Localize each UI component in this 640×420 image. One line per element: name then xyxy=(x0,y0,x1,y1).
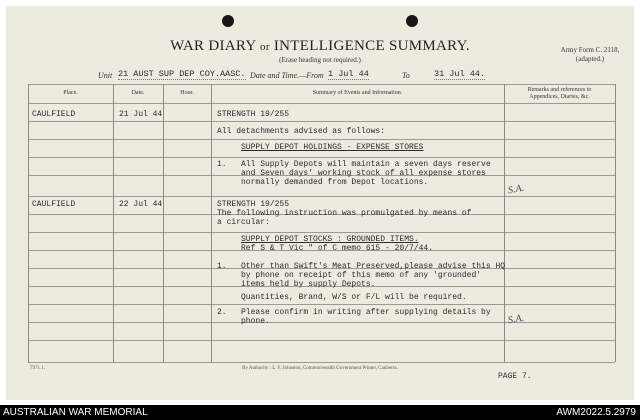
entry-text-line: Quantities, Brand, W/S or F/L will be required. xyxy=(241,293,467,302)
unit-value: 21 AUST SUP DEP COY.AASC. xyxy=(118,69,246,79)
title-or: or xyxy=(260,41,270,53)
entry-text-line: phone. xyxy=(241,317,270,326)
column-rule xyxy=(113,84,114,362)
entry-date: 21 Jul 44 xyxy=(119,110,163,119)
remarks-header-line2: Appendices, Diaries, &c. xyxy=(529,94,590,100)
page-number: PAGE 7. xyxy=(498,372,532,381)
table-border-top xyxy=(28,84,615,85)
date-to-label: To xyxy=(402,71,410,80)
column-header-date: Date. xyxy=(131,90,145,96)
entry-text-line: a circular: xyxy=(217,218,270,227)
table-header-rule xyxy=(28,103,615,104)
form-reference-number: Army Form C. 2118, xyxy=(560,46,620,54)
handwritten-initials: S.A. xyxy=(507,182,525,197)
row-rule xyxy=(28,304,615,305)
table-border-bottom xyxy=(28,362,615,363)
entry-text-line: normally demanded from Depot locations. xyxy=(241,178,429,187)
form-title xyxy=(0,38,640,55)
entry-item-number: 1. xyxy=(217,160,227,169)
remarks-header-line1: Remarks and references to xyxy=(527,87,592,93)
entry-place: CAULFIELD xyxy=(32,200,76,209)
archive-reference: AWM2022.5.2979 xyxy=(556,407,636,418)
entry-reference: Ref S & T Vic " of C memo 615 - 20/7/44. xyxy=(241,244,434,253)
archive-name: AUSTRALIAN WAR MEMORIAL xyxy=(3,407,148,418)
date-from-label: Date and Time.—From xyxy=(250,71,324,80)
row-rule xyxy=(28,157,615,158)
title-intelligence-summary: INTELLIGENCE SUMMARY. xyxy=(273,38,470,54)
column-header-hour: Hour. xyxy=(180,90,194,96)
row-rule xyxy=(28,340,615,341)
entry-strength: STRENGTH 19/255 xyxy=(217,110,290,119)
entry-text-line: Other than Swift's Meat Preserved,please advise this HQ xyxy=(241,262,506,271)
row-rule xyxy=(28,196,615,197)
entry-heading: SUPPLY DEPOT HOLDINGS - EXPENSE STORES xyxy=(241,143,424,152)
title-war-diary: WAR DIARY xyxy=(170,38,256,54)
column-rule xyxy=(163,84,164,362)
caption-bar xyxy=(0,405,640,420)
entry-text-line: and Seven days' working stock of all expense stores xyxy=(241,169,486,178)
entry-text-line: by phone on receipt of this memo of any 'grounded' xyxy=(241,271,482,280)
form-reference-adapted: (adapted.) xyxy=(575,55,605,63)
entry-date: 22 Jul 44 xyxy=(119,200,163,209)
entry-text-line: The following instruction was promulgated by means of xyxy=(217,209,472,218)
printer-code: 7971.1. xyxy=(30,366,45,371)
column-header-place: Place. xyxy=(63,90,78,96)
form-subtitle: (Erase heading not required.) xyxy=(279,56,361,64)
entry-place: CAULFIELD xyxy=(32,110,76,119)
entry-text-line: All detachments advised as follows: xyxy=(217,127,386,136)
column-header-summary: Summary of Events and Information. xyxy=(312,90,403,96)
punch-hole-left xyxy=(222,15,234,27)
punch-hole-right xyxy=(406,15,418,27)
entry-item-number: 1. xyxy=(217,262,227,271)
column-rule xyxy=(28,84,29,362)
row-rule xyxy=(28,139,615,140)
printer-authority: By Authority : L. F. Johnston, Commonwealth Government Printer, Canberra. xyxy=(242,366,398,371)
entry-text-line: items held by supply Depots. xyxy=(241,280,376,289)
column-rule xyxy=(504,84,505,362)
entry-heading: SUPPLY DEPOT STOCKS : GROUNDED ITEMS. xyxy=(241,235,419,244)
row-rule xyxy=(28,232,615,233)
entry-text-line: Please confirm in writing after supplying details by xyxy=(241,308,491,317)
date-from-value: 1 Jul 44 xyxy=(328,69,369,79)
column-header-remarks xyxy=(504,87,615,101)
entry-strength: STRENGTH 19/255 xyxy=(217,200,290,209)
form-reference xyxy=(552,46,628,64)
row-rule xyxy=(28,322,615,323)
date-to-value: 31 Jul 44. xyxy=(434,69,486,79)
unit-label: Unit xyxy=(98,71,113,80)
column-rule xyxy=(615,84,616,362)
entry-item-number: 2. xyxy=(217,308,227,317)
row-rule xyxy=(28,121,615,122)
column-rule xyxy=(211,84,212,362)
handwritten-initials: S.A. xyxy=(507,312,525,327)
entry-text-line: All Supply Depots will maintain a seven days reserve xyxy=(241,160,491,169)
